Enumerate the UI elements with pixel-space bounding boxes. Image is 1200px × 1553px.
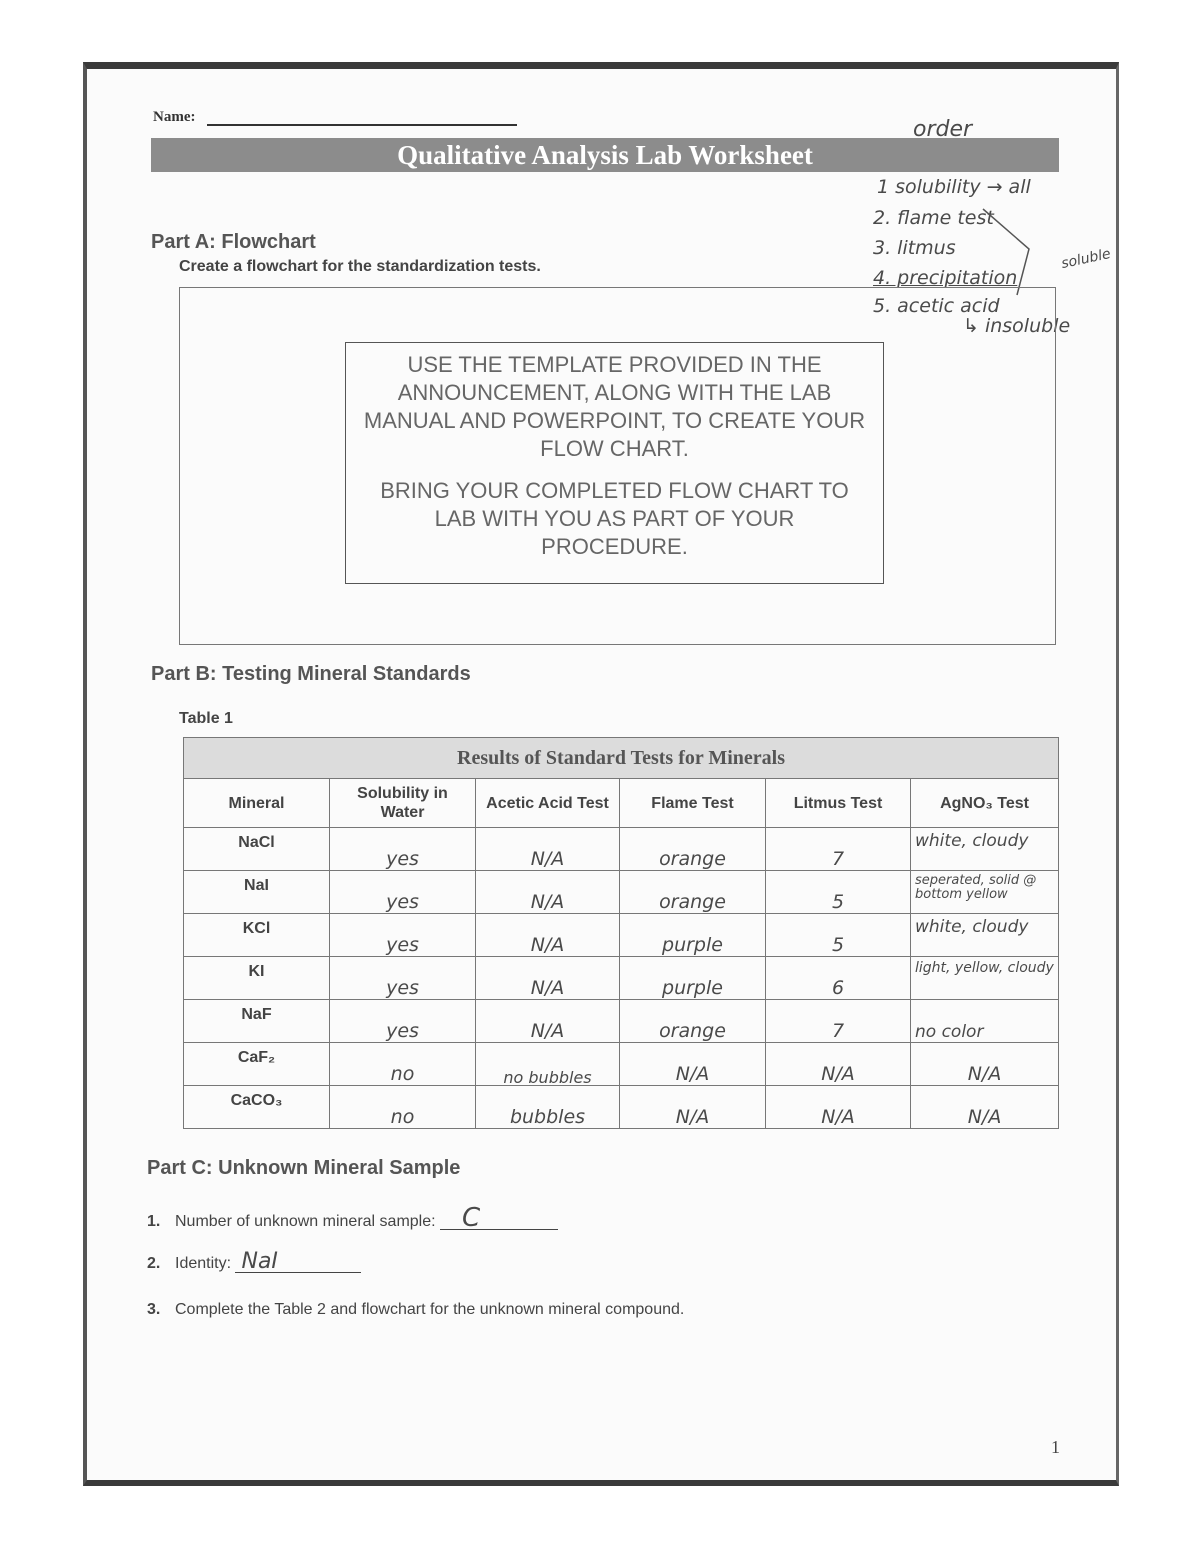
question-2-answer[interactable]: NaI <box>235 1252 361 1273</box>
flowchart-instructions-2: BRING YOUR COMPLETED FLOW CHART TO LAB WITH YOU AS PART OF YOUR PROCEDURE. <box>380 478 849 559</box>
solubility-cell: yes <box>330 1000 476 1043</box>
solubility-cell: yes <box>330 828 476 871</box>
question-3-number: 3. <box>147 1301 161 1318</box>
agno3-cell: N/A <box>911 1043 1059 1086</box>
acetic-cell: bubbles <box>476 1086 620 1129</box>
mineral-cell: CaF₂ <box>184 1043 330 1086</box>
agno3-cell: white, cloudy <box>911 828 1059 871</box>
page-number: 1 <box>1051 1437 1060 1457</box>
question-2 <box>147 1249 361 1274</box>
litmus-cell: N/A <box>766 1086 911 1129</box>
acetic-cell: N/A <box>476 871 620 914</box>
litmus-cell: 7 <box>766 828 911 871</box>
agno3-cell: N/A <box>911 1086 1059 1129</box>
note-order: order <box>913 117 973 142</box>
mineral-cell: KCl <box>184 914 330 957</box>
note-step-5: 5. acetic acid <box>873 295 1000 317</box>
acetic-cell: N/A <box>476 1000 620 1043</box>
note-insoluble: ↳ insoluble <box>963 315 1071 337</box>
mineral-cell: CaCO₃ <box>184 1086 330 1129</box>
table-row <box>184 914 1059 957</box>
agno3-cell: white, cloudy <box>911 914 1059 957</box>
worksheet-page <box>83 62 1119 1486</box>
question-2-text: Identity: <box>175 1255 232 1272</box>
table-row <box>184 871 1059 914</box>
question-1-answer[interactable]: C <box>440 1207 558 1230</box>
name-blank <box>207 124 517 126</box>
part-a-subtitle: Create a flowchart for the standardization tests. <box>179 258 541 275</box>
flame-cell: purple <box>620 914 766 957</box>
question-3 <box>147 1301 684 1319</box>
table-header-row <box>184 779 1059 828</box>
note-soluble: soluble <box>1059 245 1113 273</box>
solubility-cell: yes <box>330 914 476 957</box>
table-row <box>184 828 1059 871</box>
mineral-cell: KI <box>184 957 330 1000</box>
table-row <box>184 957 1059 1000</box>
solubility-cell: yes <box>330 871 476 914</box>
acetic-cell: N/A <box>476 828 620 871</box>
acetic-cell: N/A <box>476 914 620 957</box>
litmus-cell: 7 <box>766 1000 911 1043</box>
mineral-cell: NaF <box>184 1000 330 1043</box>
litmus-cell: 5 <box>766 871 911 914</box>
question-1 <box>147 1203 558 1233</box>
table-row <box>184 1086 1059 1129</box>
note-step-1: 1 solubility → all <box>877 176 1031 198</box>
agno3-cell: no color <box>911 1000 1059 1043</box>
note-step-3: 3. litmus <box>873 237 956 259</box>
flowchart-instructions-1: USE THE TEMPLATE PROVIDED IN THE ANNOUNCEMENT, ALONG WITH THE LAB MANUAL AND POWERPOINT, TO CREATE YOUR FLOW CHART. <box>363 352 866 461</box>
flame-cell: orange <box>620 871 766 914</box>
note-bracket-lines <box>977 205 1067 297</box>
flame-cell: orange <box>620 1000 766 1043</box>
acetic-cell: N/A <box>476 957 620 1000</box>
part-a-title: Part A: Flowchart <box>151 231 316 253</box>
litmus-cell: 6 <box>766 957 911 1000</box>
part-b-title: Part B: Testing Mineral Standards <box>151 663 471 685</box>
litmus-cell: 5 <box>766 914 911 957</box>
header-flame: Flame Test <box>620 779 766 828</box>
flame-cell: N/A <box>620 1086 766 1129</box>
flame-cell: orange <box>620 828 766 871</box>
solubility-cell: yes <box>330 957 476 1000</box>
note-step-4: 4. precipitation <box>873 267 1018 289</box>
header-litmus: Litmus Test <box>766 779 911 828</box>
name-label: Name: <box>153 109 196 125</box>
flame-cell: N/A <box>620 1043 766 1086</box>
mineral-cell: NaI <box>184 871 330 914</box>
flowchart-instructions-box <box>345 342 884 584</box>
flame-cell: purple <box>620 957 766 1000</box>
question-1-number: 1. <box>147 1213 161 1230</box>
part-c-title: Part C: Unknown Mineral Sample <box>147 1157 461 1179</box>
litmus-cell: N/A <box>766 1043 911 1086</box>
solubility-cell: no <box>330 1043 476 1086</box>
acetic-cell: no bubbles <box>476 1043 620 1086</box>
note-step-2: 2. flame test <box>873 207 994 229</box>
table-1-label: Table 1 <box>179 710 233 727</box>
results-table <box>183 737 1059 1129</box>
header-solubility: Solubility in Water <box>330 779 476 828</box>
worksheet-title: Qualitative Analysis Lab Worksheet <box>151 138 1059 172</box>
table-row <box>184 1000 1059 1043</box>
header-mineral: Mineral <box>184 779 330 828</box>
solubility-cell: no <box>330 1086 476 1129</box>
question-1-text: Number of unknown mineral sample: <box>175 1213 436 1230</box>
table-caption: Results of Standard Tests for Minerals <box>184 738 1059 779</box>
agno3-cell: seperated, solid @ bottom yellow <box>911 871 1059 914</box>
table-row <box>184 1043 1059 1086</box>
agno3-cell: light, yellow, cloudy <box>911 957 1059 1000</box>
header-acetic-acid: Acetic Acid Test <box>476 779 620 828</box>
question-3-text: Complete the Table 2 and flowchart for the unknown mineral compound. <box>175 1301 685 1318</box>
header-agno3: AgNO₃ Test <box>911 779 1059 828</box>
question-2-number: 2. <box>147 1255 161 1272</box>
mineral-cell: NaCl <box>184 828 330 871</box>
